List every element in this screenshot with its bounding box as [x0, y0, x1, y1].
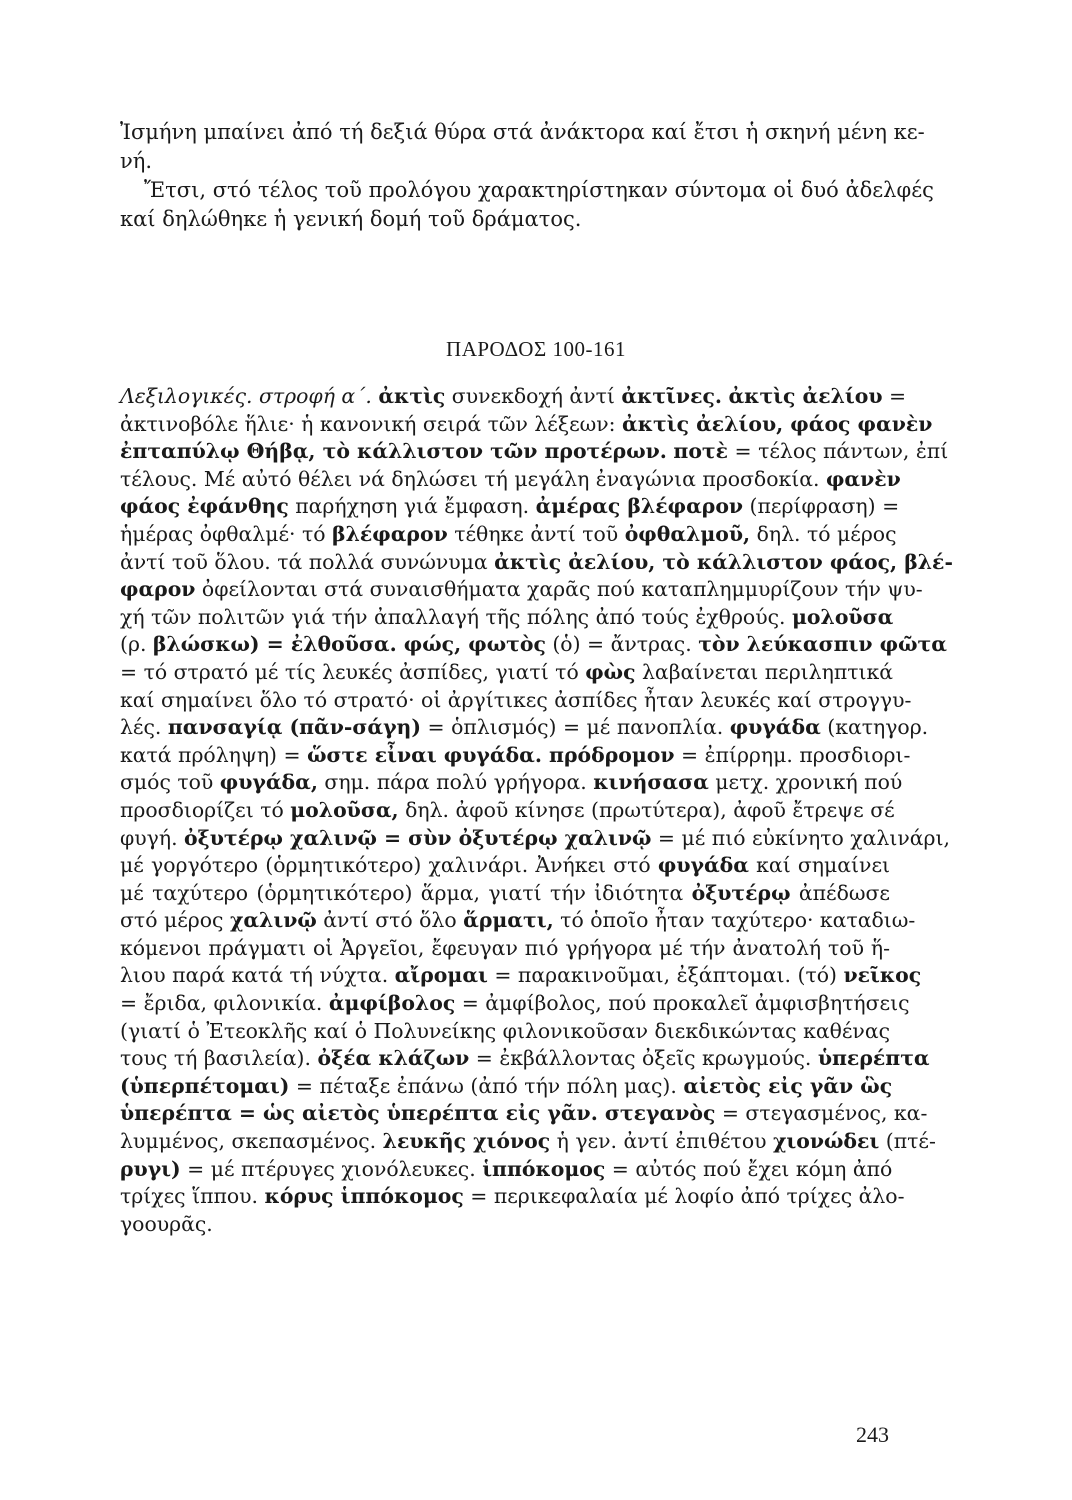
gloss-text: (ὁ) = ἄντρας. [545, 632, 699, 657]
glossary-line [120, 1183, 905, 1211]
headword: τὸν λεύκασπιν φῶτα [698, 632, 947, 657]
headword: ποτὲ [673, 439, 729, 464]
headword: αἴρομαι [394, 963, 488, 988]
gloss-text: προσδιορίζει τό [120, 797, 291, 822]
glossary-line [120, 1128, 936, 1156]
headword: κόρυς ἱππόκομος [264, 1184, 464, 1209]
headword: ἀκτὶς ἀελίου [728, 384, 883, 408]
glossary-paragraph [120, 383, 953, 1238]
headword: ἀκτὶς [378, 384, 446, 408]
headword: ὥστε εἶναι φυγάδα. πρόδρομον [307, 742, 675, 767]
glossary-line [120, 742, 911, 770]
gloss-text: = περικεφαλαία μέ λοφίο ἀπό τρίχες ἀλο- [463, 1184, 905, 1209]
glossary-line [120, 631, 947, 659]
gloss-text: ἡμέρας ὀφθαλμέ· τό [120, 521, 333, 546]
headword: ἀμφίβολος [328, 991, 456, 1016]
gloss-text: = μέ πτέρυγες χιονόλευκες. [180, 1156, 483, 1181]
gloss-text: χή τῶν πολιτῶν γιά τήν ἀπαλλαγή τῆς πόλης ἀπό τούς ἐχθρούς. [120, 604, 792, 629]
gloss-text: = παρακινοῦμαι, ἐξάπτομαι. (τό) [487, 963, 844, 988]
intro-line: καί δηλώθηκε ἡ γενική δομή τοῦ δράματος. [120, 207, 582, 231]
glossary-line [120, 797, 895, 825]
glossary-line [120, 576, 923, 604]
gloss-text: = ἐπίρρημ. προσδιορι- [674, 742, 911, 767]
headword: κινήσασα [593, 770, 709, 795]
gloss-text: τέθηκε ἀντί τοῦ [447, 521, 625, 546]
gloss-text: ἀντί τοῦ ὅλου. τά πολλά συνώνυμα [120, 549, 495, 574]
glossary-line [120, 687, 912, 715]
headword: φὼς [585, 659, 636, 684]
headword: ὑπερέπτα [817, 1046, 930, 1071]
glossary-line [120, 438, 949, 466]
headword: ἅρματι, [463, 908, 554, 933]
gloss-text: γοουρᾶς. [120, 1211, 213, 1236]
glossary-line [120, 962, 922, 990]
gloss-text: μέ γοργότερο (ὁρμητικότερο) χαλινάρι. Ἀνήκει στό [120, 853, 658, 878]
gloss-text: τους τή βασιλεία). [120, 1046, 318, 1071]
headword: φυγάδα [657, 853, 749, 878]
gloss-text: σμός τοῦ [120, 770, 220, 795]
glossary-line [120, 1045, 930, 1073]
headword: βλέφαρον [332, 521, 448, 546]
gloss-text: ὀφείλονται στά συναισθήματα χαρᾶς πού καταπλημμυρίζουν τήν ψυ- [195, 577, 923, 602]
glossary-line [120, 549, 953, 577]
gloss-text: = τό στρατό μέ τίς λευκές ἀσπίδες, γιατί τό [120, 659, 586, 684]
headword: ὀξυτέρῳ [691, 880, 791, 905]
gloss-text: (κατηγορ. [820, 715, 929, 740]
gloss-text: λές. [120, 715, 168, 740]
section-label: Λεξιλογικές. στροφή α΄. [120, 384, 372, 408]
intro-line: Ἰσμήνη μπαίνει ἀπό τή δεξιά θύρα στά ἀνάκτορα καί ἔτσι ἡ σκηνή μένη κε- [120, 120, 925, 144]
glossary-line [120, 880, 890, 908]
gloss-text: ἡ γεν. ἀντί ἐπιθέτου [550, 1129, 773, 1154]
headword: ὑπερέπτα = ὡς αἰετὸς ὑπερέπτα εἰς γᾶν. στεγανὸς [120, 1101, 716, 1126]
headword: νεῖκος [843, 963, 922, 988]
glossary-line [120, 825, 950, 853]
gloss-text: = πέταξε ἐπάνω (ἀπό τήν πόλη μας). [289, 1073, 684, 1098]
headword: ἀκτὶς ἀελίου, φάος φανὲν [622, 411, 933, 436]
intro-paragraph [120, 118, 934, 234]
gloss-text: = [882, 384, 907, 408]
gloss-text: λαβαίνεται περιληπτικά [635, 659, 894, 684]
headword: βλώσκω) = ἐλθοῦσα. φώς, φωτὸς [152, 632, 546, 657]
glossary-line [120, 1156, 893, 1184]
glossary-line [120, 852, 890, 880]
gloss-text: μέ ταχύτερο (ὁρμητικότερο) ἅρμα, γιατί τήν ἰδιότητα [120, 880, 692, 905]
headword: ἀκτὶς ἀελίου, τὸ κάλλιστον φάος, βλέ- [494, 549, 953, 574]
headword: λευκῆς χιόνος [382, 1129, 551, 1154]
gloss-text: δηλ. τό μέρος [750, 521, 897, 546]
headword: φάος ἐφάνθης [120, 494, 289, 519]
glossary-line [120, 1018, 890, 1046]
headword: αἰετὸς εἰς γᾶν ὣς [683, 1073, 893, 1098]
gloss-text: κόμενοι πράγματι οἱ Ἀργεῖοι, ἔφευγαν πιό γρήγορα μέ τήν ἀνατολή τοῦ ἥ- [120, 935, 890, 960]
glossary-line [120, 907, 916, 935]
glossary-line [120, 1100, 928, 1128]
gloss-text: = ὁπλισμός) = μέ πανοπλία. [421, 715, 730, 740]
glossary-line [120, 714, 929, 742]
gloss-text: = μέ πιό εὐκίνητο χαλινάρι, [651, 825, 950, 850]
glossary-line [120, 935, 890, 963]
gloss-text: στό μέρος [120, 908, 230, 933]
headword: ὀξέα κλάζων [317, 1046, 470, 1071]
glossary-line [120, 1211, 890, 1239]
headword: χιονώδει [772, 1129, 880, 1154]
intro-line: νή. [120, 149, 153, 173]
headword: φανὲν [825, 466, 901, 491]
section-heading: ΠΑΡΟΔΟΣ 100-161 [446, 337, 626, 361]
gloss-text: καί σημαίνει [748, 853, 890, 878]
glossary-line [120, 383, 907, 411]
gloss-text: κατά πρόληψη) = [120, 742, 308, 767]
gloss-text: (ρ. [120, 632, 153, 657]
gloss-text: ἀντί στό ὅλο [316, 908, 464, 933]
headword: ρυγι) [120, 1156, 181, 1181]
gloss-text: = τέλος πάντων, ἐπί [728, 439, 949, 464]
gloss-text: (πτέ- [879, 1129, 936, 1154]
gloss-text: = ἀμφίβολος, πού προκαλεῖ ἀμφισβητήσεις [455, 991, 910, 1016]
headword: φυγάδα, [219, 770, 318, 795]
gloss-text: λυμμένος, σκεπασμένος. [120, 1129, 383, 1154]
headword: ἱππόκομος [482, 1156, 606, 1181]
gloss-text: δηλ. ἀφοῦ κίνησε (πρωτύτερα), ἀφοῦ ἔτρεψε σέ [398, 797, 895, 822]
glossary-line [120, 466, 901, 494]
glossary-line [120, 604, 894, 632]
gloss-text: συνεκδοχή ἀντί [445, 384, 622, 408]
gloss-text: τρίχες ἵππου. [120, 1184, 265, 1209]
gloss-text: παρήχηση γιά ἔμφαση. [288, 494, 536, 519]
gloss-text: (περίφραση) = [743, 494, 900, 519]
page-number: 243 [856, 1422, 889, 1447]
intro-line: Ἔτσι, στό τέλος τοῦ προλόγου χαρακτηρίστηκαν σύντομα οἱ δυό ἀδελφές [144, 178, 934, 202]
headword: μολοῦσα [792, 604, 894, 629]
glossary-line [120, 521, 897, 549]
gloss-text: καί σημαίνει ὅλο τό στρατό· οἱ ἀργίτικες ἀσπίδες ἦταν λευκές καί στρογγυ- [120, 687, 912, 712]
glossary-line [120, 493, 900, 521]
gloss-text: = ἔριδα, φιλονικία. [120, 991, 329, 1016]
gloss-text: = ἐκβάλλοντας ὀξεῖς κρωγμούς. [469, 1046, 818, 1071]
gloss-text: σημ. πάρα πολύ γρήγορα. [317, 770, 594, 795]
headword: ὀξυτέρῳ χαλινῷ = σὺν ὀξυτέρῳ χαλινῷ [184, 825, 652, 850]
headword: ἐπταπύλῳ Θήβᾳ, τὸ κάλλιστον τῶν προτέρων. [120, 439, 667, 464]
gloss-text: = στεγασμένος, κα- [715, 1101, 928, 1126]
gloss-text: = αὐτός πού ἔχει κόμη ἀπό [605, 1156, 893, 1181]
headword: χαλινῷ [229, 908, 317, 933]
headword: ὀφθαλμοῦ, [624, 521, 751, 546]
gloss-text: ἀκτινοβόλε ἥλιε· ἡ κανονική σειρά τῶν λέξεων: [120, 411, 623, 436]
glossary-line [120, 990, 910, 1018]
gloss-text: τό ὁποῖο ἦταν ταχύτερο· καταδιω- [553, 908, 916, 933]
glossary-line [120, 1073, 893, 1101]
headword: ἀκτῖνες. [621, 384, 722, 408]
gloss-text: ἀπέδωσε [790, 880, 890, 905]
gloss-text: (γιατί ὁ Ἐτεοκλῆς καί ὁ Πολυνείκης φιλονικοῦσαν διεκδικώντας καθένας [120, 1018, 891, 1043]
headword: μολοῦσα, [290, 797, 399, 822]
headword: πανσαγίᾳ (πᾶν-σάγη) [167, 715, 422, 740]
gloss-text: λιου παρά κατά τή νύχτα. [120, 963, 395, 988]
headword: ἀμέρας βλέφαρον [535, 494, 744, 519]
glossary-line [120, 769, 903, 797]
gloss-text: τέλους. Μέ αὐτό θέλει νά δηλώσει τή μεγάλη ἐναγώνια προσδοκία. [120, 466, 826, 491]
gloss-text: φυγή. [120, 825, 185, 850]
headword: (ὑπερπέτομαι) [120, 1073, 290, 1098]
gloss-text: μετχ. χρονική πού [708, 770, 903, 795]
headword: φαρον [120, 577, 196, 602]
glossary-line [120, 659, 894, 687]
headword: φυγάδα [729, 715, 821, 740]
glossary-line [120, 411, 933, 439]
